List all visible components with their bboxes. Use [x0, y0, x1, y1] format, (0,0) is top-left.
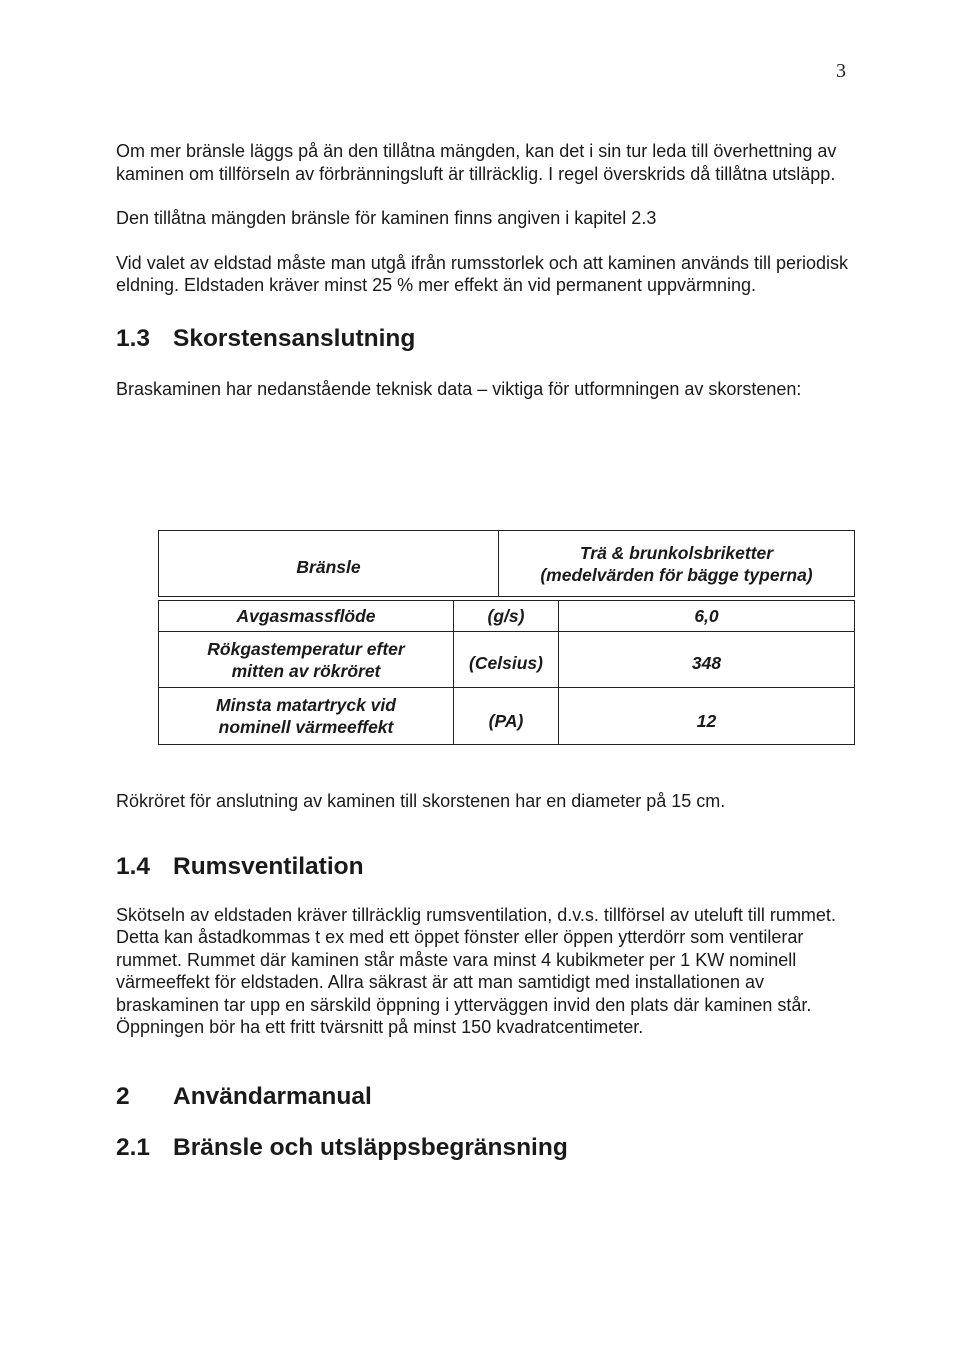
- row-unit: (PA): [488, 711, 524, 731]
- row-label-line1: Avgasmassflöde: [236, 606, 376, 626]
- heading-1-3-title: Skorstensanslutning: [173, 324, 416, 352]
- table-header-fuel-type: [499, 531, 854, 596]
- table-body: [158, 600, 855, 745]
- technical-data-table: [158, 530, 855, 745]
- table-cell-value: [559, 632, 854, 687]
- paragraph-overfueling: Om mer bränsle läggs på än den tillåtna mängden, kan det i sin tur leda till överhettning av kaminen om tillförseln av förbränningsluft är tillräcklig. I regel överskrids då tillåtna utsläpp.: [116, 141, 837, 184]
- table-cell-unit: [454, 601, 559, 631]
- row-label-line1: Rökgastemperatur efter: [207, 638, 405, 659]
- table-cell-value: [559, 601, 854, 631]
- row-value: 6,0: [694, 606, 719, 626]
- table-cell-label: [159, 632, 454, 687]
- table-cell-value: [559, 688, 854, 744]
- table-row: [159, 631, 854, 687]
- paragraph-room-size: Vid valet av eldstad måste man utgå ifrån rumsstorlek och att kaminen används till periodisk eldning. Eldstaden kräver minst 25 % mer effekt än vid permanent uppvärmning.: [116, 252, 849, 295]
- row-value: 348: [691, 652, 722, 673]
- heading-2-1-number: 2.1: [116, 1133, 151, 1161]
- table-cell-unit: [454, 688, 559, 744]
- heading-1-4-number: 1.4: [116, 852, 151, 880]
- row-label-line2: nominell värmeeffekt: [218, 717, 394, 737]
- row-unit: (Celsius): [469, 652, 543, 673]
- heading-2-1: [116, 1133, 856, 1163]
- paragraph-ventilation: Skötseln av eldstaden kräver tillräcklig rumsventilation, d.v.s. tillförsel av uteluft till rummet. Detta kan åstadkommas t ex med ett öppet fönster eller öppen ytterdörr som ventilerar rummet. Rummet där kaminen står måste vara minst 4 kubikmeter per 1 KW nominell värmeeffekt för eldstaden. Allra säkrast är att man samtidigt med installationen av braskaminen tar upp en särskild öppning i ytterväggen invid den plats där kaminen står. Öppningen bör ha ett fritt tvärsnitt på minst 150 kvadratcentimeter.: [116, 904, 836, 1037]
- heading-1-4-title: Rumsventilation: [173, 852, 364, 880]
- paragraph-chimney-intro: Braskaminen har nedanstående teknisk data – viktiga för utformningen av skorstenen:: [116, 378, 802, 399]
- table-row: [159, 601, 854, 631]
- page-number: 3: [836, 60, 846, 82]
- heading-1-3: [116, 324, 856, 354]
- table-header-fuel: [159, 531, 499, 596]
- table-cell-label: [159, 688, 454, 744]
- heading-1-3-number: 1.3: [116, 324, 151, 352]
- heading-1-4: [116, 852, 856, 882]
- table-header: [158, 530, 855, 597]
- table-header-fuel-type-line2: (medelvärden för bägge typerna): [540, 564, 813, 585]
- table-cell-label: [159, 601, 454, 631]
- row-label-line2: mitten av rökröret: [231, 660, 381, 681]
- paragraph-fuel-amount: Den tillåtna mängden bränsle för kaminen finns angiven i kapitel 2.3: [116, 208, 657, 228]
- heading-2-number: 2: [116, 1082, 130, 1110]
- heading-2: [116, 1082, 856, 1112]
- paragraph-flue-diameter: Rökröret för anslutning av kaminen till skorstenen har en diameter på 15 cm.: [116, 791, 726, 811]
- heading-2-1-title: Bränsle och utsläppsbegränsning: [173, 1133, 568, 1161]
- heading-2-title: Användarmanual: [173, 1082, 372, 1110]
- lower-content: [116, 790, 856, 1163]
- row-label-line1: Minsta matartryck vid: [216, 695, 396, 715]
- table-row: [159, 687, 854, 744]
- row-value: 12: [696, 711, 717, 731]
- row-unit: (g/s): [487, 606, 525, 626]
- table-cell-unit: [454, 632, 559, 687]
- table-header-fuel-type-line1: Trä & brunkolsbriketter: [579, 542, 774, 563]
- table-header-fuel-label: Bränsle: [296, 556, 361, 577]
- upper-content: [116, 140, 856, 400]
